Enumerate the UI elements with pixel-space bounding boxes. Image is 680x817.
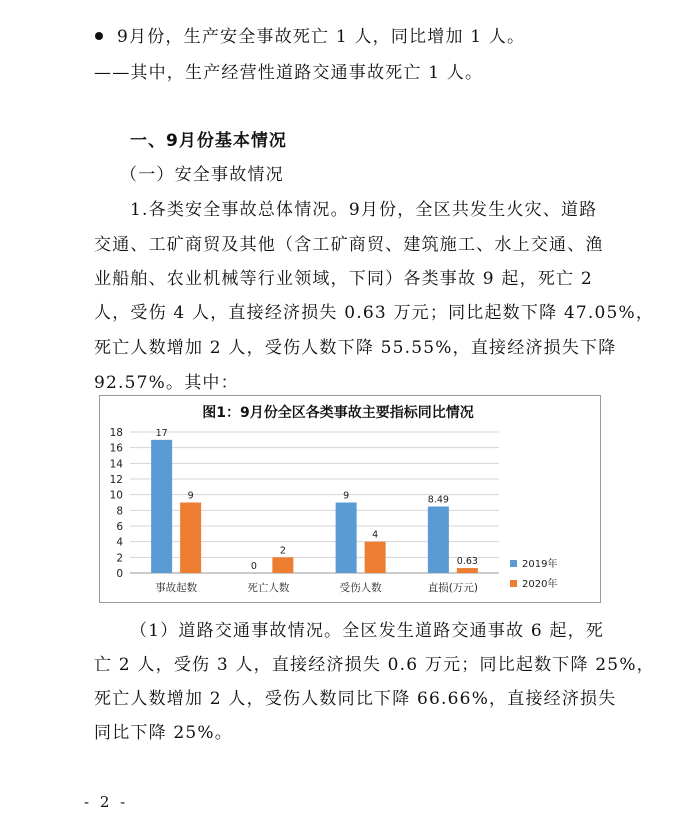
y-tick-label: 2 (116, 552, 123, 565)
data-label: 0.63 (456, 556, 478, 568)
paragraph-line: 交通、工矿商贸及其他（含工矿商贸、建筑施工、水上交通、渔 (94, 235, 604, 255)
bar-2019年 (336, 503, 357, 574)
legend-swatch (510, 580, 517, 587)
data-label: 0 (250, 561, 257, 572)
y-tick-label: 0 (116, 568, 123, 580)
y-tick-label: 16 (109, 442, 123, 455)
bar-2020年 (272, 557, 293, 573)
chart-title: 图1：9月份全区各类事故主要指标同比情况 (202, 405, 474, 421)
data-label: 9 (187, 490, 194, 502)
y-tick-label: 18 (109, 427, 123, 439)
bar-2020年 (457, 568, 478, 573)
bar-2020年 (365, 542, 386, 573)
paragraph-line: 业船舶、农业机械等行业领域，下同）各类事故 9 起，死亡 2 (94, 269, 593, 289)
x-tick-label: 事故起数 (155, 582, 198, 594)
paragraph-line: 同比下降 25%。 (94, 723, 233, 743)
subsection-heading: （一）安全事故情况 (120, 165, 284, 185)
bullet-item (95, 26, 525, 48)
paragraph-line: 亡 2 人，受伤 3 人，直接经济损失 0.6 万元；同比起数下降 25%， (94, 655, 655, 675)
bar-2020年 (180, 503, 201, 574)
y-tick-label: 4 (116, 536, 123, 549)
data-label: 8.49 (427, 494, 449, 506)
page-number: - 2 - (84, 793, 129, 811)
sub-line: ——其中，生产经营性道路交通事故死亡 1 人。 (94, 63, 484, 83)
data-label: 4 (372, 529, 379, 541)
paragraph-line: 1.各类安全事故总体情况。9月份，全区共发生火灾、道路 (130, 200, 598, 220)
x-tick-label: 直损(万元) (427, 582, 478, 594)
x-tick-label: 死亡人数 (247, 582, 290, 594)
y-tick-label: 6 (116, 521, 123, 533)
bullet-icon (95, 32, 103, 40)
bullet-text: 9月份，生产安全事故死亡 1 人，同比增加 1 人。 (117, 27, 526, 47)
data-label: 17 (155, 427, 168, 439)
data-label: 9 (343, 490, 350, 502)
y-tick-label: 10 (109, 489, 123, 502)
y-tick-label: 8 (116, 505, 123, 518)
x-tick-label: 受伤人数 (339, 582, 382, 594)
section-heading: 一、9月份基本情况 (130, 131, 287, 151)
legend-swatch (510, 560, 517, 567)
legend-label: 2019年 (522, 559, 558, 570)
paragraph-line: 死亡人数增加 2 人，受伤人数同比下降 66.66%，直接经济损失 (94, 689, 617, 709)
bar-2019年 (151, 440, 172, 573)
y-tick-label: 12 (109, 474, 123, 486)
legend-label: 2020年 (522, 579, 558, 590)
data-label: 2 (279, 545, 286, 557)
bar-chart (100, 396, 600, 602)
chart-figure (99, 395, 601, 603)
paragraph-line: 人，受伤 4 人，直接经济损失 0.63 万元；同比起数下降 47.05%， (94, 303, 655, 323)
y-tick-label: 14 (109, 458, 123, 471)
bar-2019年 (428, 506, 449, 573)
paragraph-line: 92.57%。其中： (94, 373, 239, 393)
paragraph-line: 死亡人数增加 2 人，受伤人数下降 55.55%，直接经济损失下降 (94, 338, 617, 358)
paragraph-line: （1）道路交通事故情况。全区发生道路交通事故 6 起，死 (130, 621, 605, 641)
